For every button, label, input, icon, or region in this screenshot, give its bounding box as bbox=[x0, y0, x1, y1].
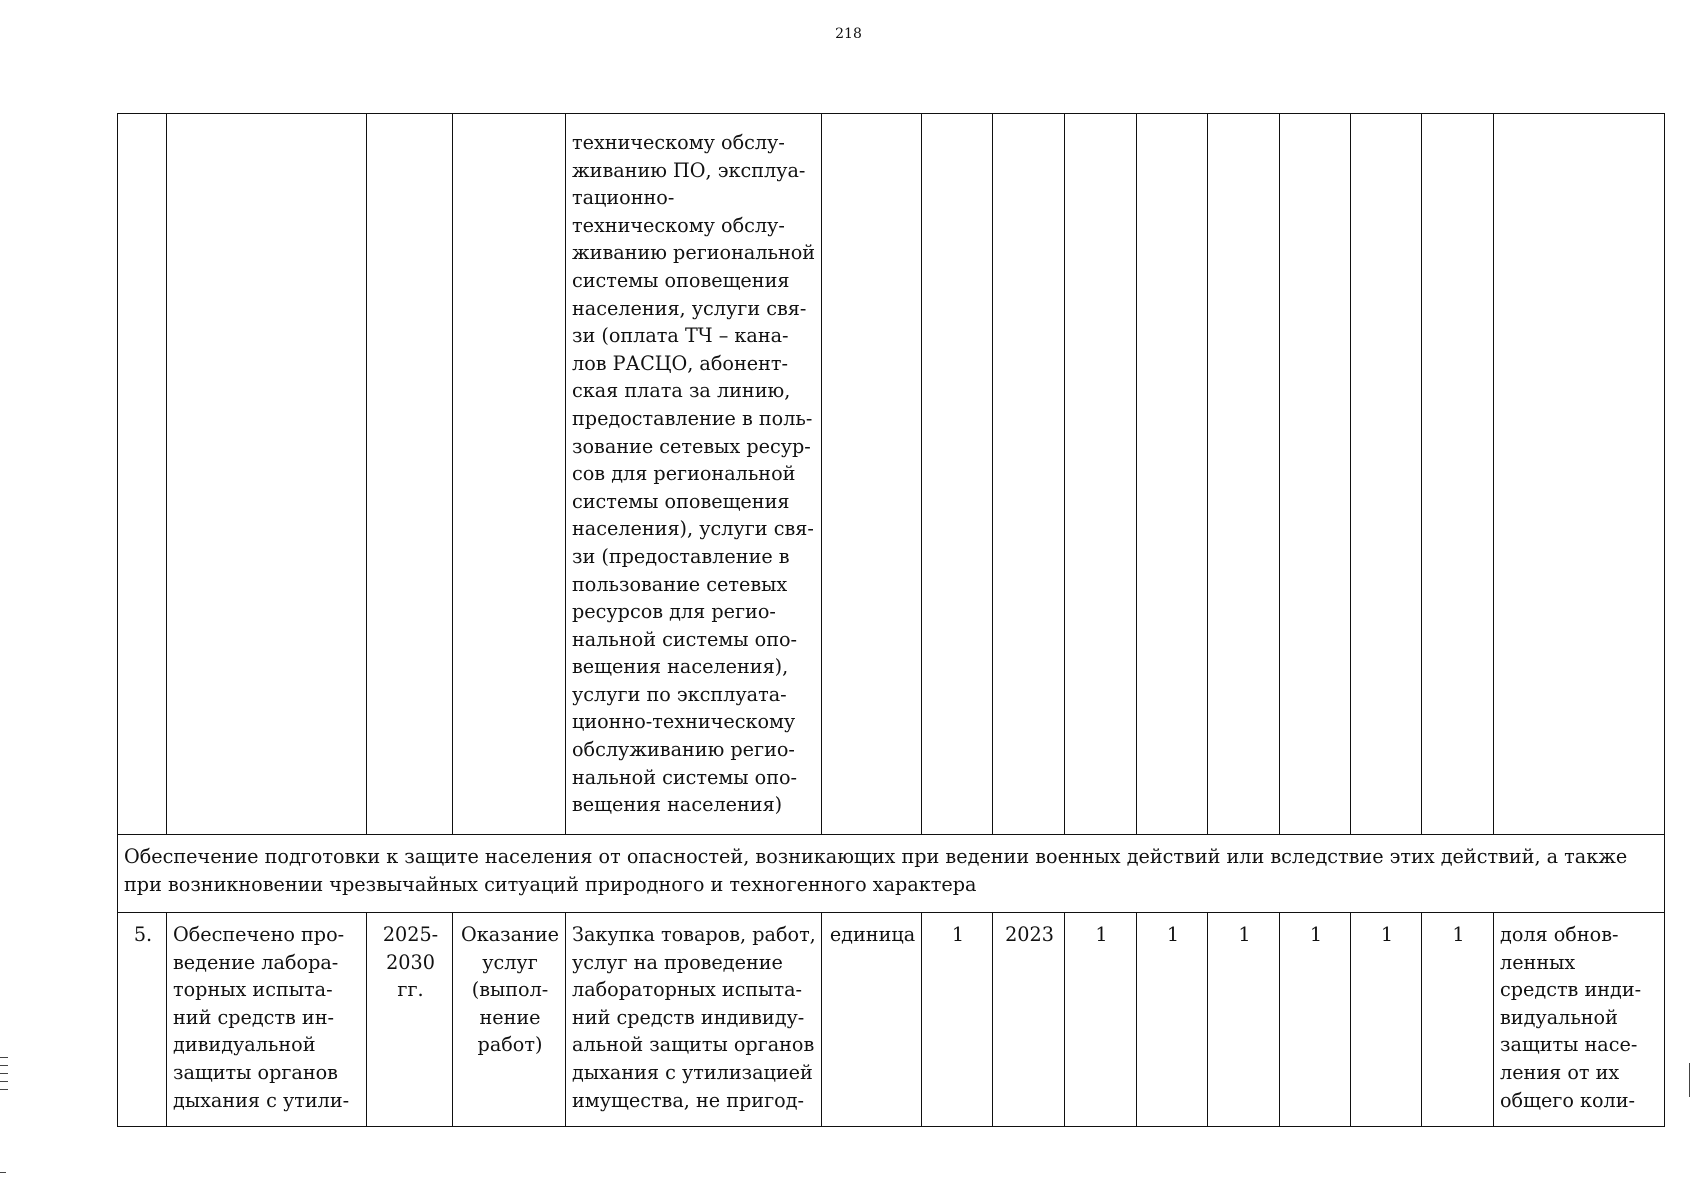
cell-unit bbox=[822, 114, 922, 835]
table-row-section bbox=[118, 835, 1665, 913]
row-value-6: 1 bbox=[1452, 923, 1465, 946]
scan-mark-left-3 bbox=[0, 1073, 8, 1074]
row-number: 5. bbox=[133, 923, 153, 946]
scan-mark-left-5 bbox=[0, 1089, 8, 1090]
cell-value-4 bbox=[1280, 114, 1351, 835]
description-cell bbox=[566, 913, 822, 1127]
scan-mark-right-1 bbox=[1689, 1063, 1690, 1097]
cell-value-6 bbox=[1422, 114, 1494, 835]
type-cell bbox=[453, 913, 566, 1127]
base-value-cell bbox=[922, 913, 993, 1127]
table-row-continuation bbox=[118, 114, 1665, 835]
cell-value-3 bbox=[1208, 114, 1280, 835]
row-value-2: 1 bbox=[1166, 923, 1180, 946]
scan-mark-left-4 bbox=[0, 1081, 8, 1082]
result-cell bbox=[167, 913, 367, 1127]
value-cell-3 bbox=[1208, 913, 1280, 1127]
scan-mark-left-1 bbox=[0, 1057, 8, 1058]
page-number: 218 bbox=[835, 26, 862, 42]
unit-cell bbox=[822, 913, 922, 1127]
cell-description bbox=[566, 114, 822, 835]
cell-value-5 bbox=[1351, 114, 1422, 835]
cell-period bbox=[367, 114, 453, 835]
period-cell bbox=[367, 913, 453, 1127]
scan-mark-left-2 bbox=[0, 1065, 8, 1066]
row-description: Закупка товаров, работ, услуг на проведение лабораторных испыта- ний средств индивиду- альной защиты органов дыхания с утилизацией имущества, не пригод- bbox=[572, 923, 816, 1112]
table-row bbox=[118, 913, 1665, 1127]
scan-mark-left-6 bbox=[0, 1172, 6, 1173]
cell-type bbox=[453, 114, 566, 835]
section-title: Обеспечение подготовки к защите населения от опасностей, возникающих при ведении военных действий или вследствие этих действий, а также при возникновении чрезвычайных ситуаций природного и техногенного характера bbox=[124, 845, 1628, 896]
row-base-value: 1 bbox=[951, 923, 965, 946]
value-cell-1 bbox=[1065, 913, 1137, 1127]
cell-number bbox=[118, 114, 167, 835]
row-result: Обеспечено про- ведение лабора- торных испыта- ний средств ин- дивидуальной защиты органов дыхания с утили- bbox=[173, 923, 350, 1112]
cell-value-1 bbox=[1065, 114, 1137, 835]
row-number-cell bbox=[118, 913, 167, 1127]
cell-value-2 bbox=[1137, 114, 1208, 835]
value-cell-2 bbox=[1137, 913, 1208, 1127]
row-base-year: 2023 bbox=[1005, 923, 1054, 946]
cell-result bbox=[167, 114, 367, 835]
row-unit: единица bbox=[829, 923, 916, 946]
section-cell bbox=[118, 835, 1665, 913]
row-value-4: 1 bbox=[1309, 923, 1323, 946]
row-value-3: 1 bbox=[1238, 923, 1251, 946]
indicator-cell bbox=[1494, 913, 1665, 1127]
continuation-description: техническому обслу- живанию ПО, эксплуа- тационно- техническому обслу- живанию региональной системы оповещения населения, услуги свя- зи (оплата ТЧ – кана- лов РАСЦО, абонент- ская плата за линию, предоставление в поль- зование сетевых ресур- сов для региональной системы оповещения населения), услуги свя- зи (предоставление в пользование сетевых ресурсов для регио- нальной системы опо- вещения населения), услуги по эксплуата- ционно-техническому обслуживанию регио- нальной системы опо- вещения населения) bbox=[572, 131, 816, 817]
row-period: 2025- 2030 гг. bbox=[382, 923, 439, 1002]
row-type: Оказание услуг (выпол- нение работ) bbox=[461, 923, 559, 1057]
program-table bbox=[117, 113, 1665, 1127]
value-cell-6 bbox=[1422, 913, 1494, 1127]
value-cell-4 bbox=[1280, 913, 1351, 1127]
cell-base-value bbox=[922, 114, 993, 835]
row-value-5: 1 bbox=[1380, 923, 1394, 946]
value-cell-5 bbox=[1351, 913, 1422, 1127]
cell-indicator bbox=[1494, 114, 1665, 835]
base-year-cell bbox=[993, 913, 1065, 1127]
row-value-1: 1 bbox=[1095, 923, 1108, 946]
row-indicator: доля обнов- ленных средств инди- видуальной защиты насе- ления от их общего коли- bbox=[1500, 923, 1642, 1112]
cell-base-year bbox=[993, 114, 1065, 835]
